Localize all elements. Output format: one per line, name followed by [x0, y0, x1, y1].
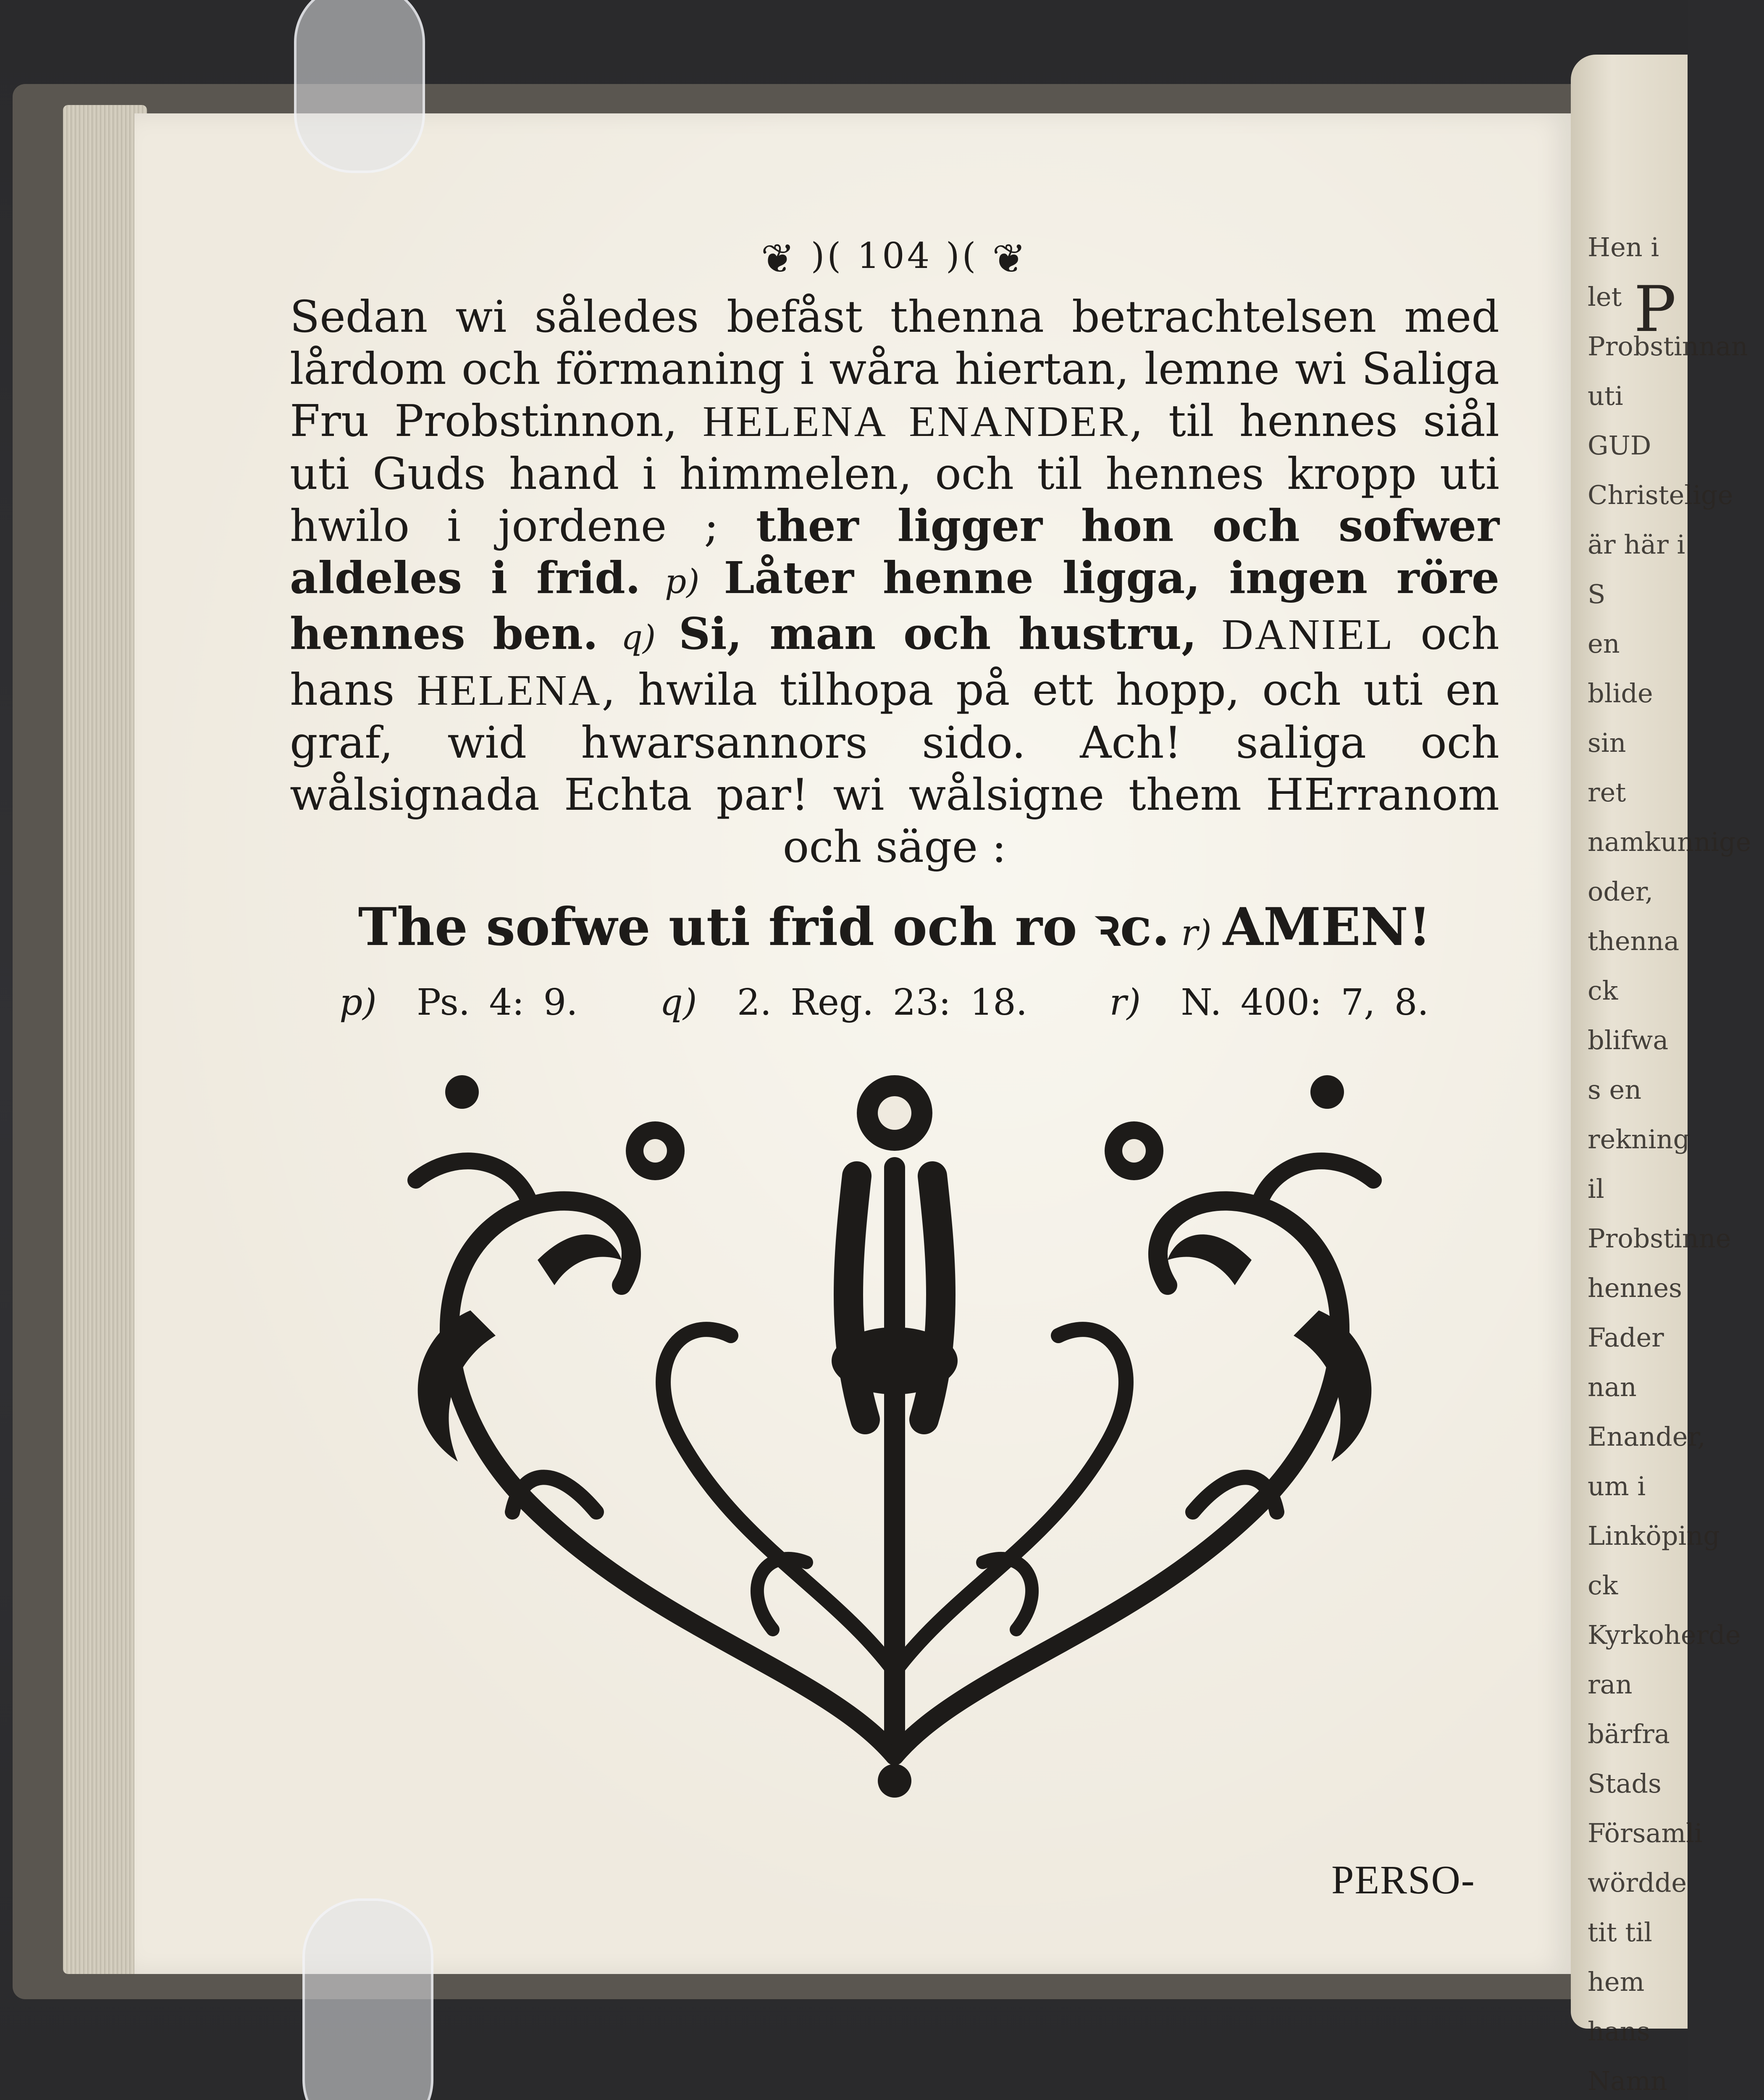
next-page-text: Hen i let Probstinnan uti GUD Christelige är här i S en blide sin ret namkunnige oder, thenna ck blifwa s en rekning il Probstinne hennes Fader nan Enander, um i Linköping ck Kyrkoherde ran bärfra Stads Församli wördde tit til hem hans Namn [1588, 232, 1751, 2096]
note-marker-q: q) [598, 618, 679, 657]
fleuron-right-icon: ❦ [992, 235, 1029, 282]
page-clip-bottom [302, 1898, 433, 2100]
main-paragraph [290, 291, 1499, 873]
name-helena: HELENA [417, 666, 602, 714]
page-text [290, 235, 1499, 1024]
paragraph-text-4: , hwila tilhopa på ett hopp, och uti en graf, wid hwarsannors sido. Ach! saliga och wålsignada Echta par! wi wålsigne them HErranom och säge : [290, 664, 1499, 872]
paragraph-bold-1: ther ligger hon och sofwer aldeles i frid. [290, 500, 1499, 604]
note-marker-r: r) [1170, 912, 1223, 953]
fleuron-left-icon: ❦ [761, 235, 797, 282]
footnote-references [290, 982, 1499, 1024]
closing-line [290, 890, 1499, 961]
catchword: PERSO- [1331, 1857, 1475, 1902]
reference-r: r) N. 400: 7, 8. [1109, 982, 1429, 1024]
name-daniel: DANIEL [1197, 610, 1394, 659]
name-helena-enander: HELENA ENANDER [702, 397, 1130, 446]
closing-amen: AMEN! [1223, 897, 1431, 958]
closing-text: The sofwe uti frid och ro ꝛc. [358, 897, 1170, 958]
reference-q: q) 2. Reg. 23: 18. [659, 982, 1028, 1024]
paragraph-bold-2: Låter henne ligga, ingen röre hennes ben. [290, 552, 1499, 659]
note-marker-p: p) [640, 562, 724, 601]
reference-p: p) Ps. 4: 9. [339, 982, 578, 1024]
paragraph-bold-3: Si, man och hustru, [679, 608, 1197, 659]
page-number: )( 104 )( [811, 235, 979, 276]
page-header [290, 235, 1499, 282]
woodcut-ornament-icon [361, 1042, 1428, 1798]
paragraph-text-1: Sedan wi således befåst thenna betrachtelsen med lårdom och förmaning i wåra hiertan, lemne wi Saliga Fru Probstinnon, [290, 291, 1499, 446]
paragraph-text-2: , til hennes siål uti Guds hand i himmelen, och til hennes kropp uti hwilo i jordene ; [290, 395, 1499, 551]
next-page-heading: P [1634, 273, 1676, 346]
page-clip-top [294, 0, 425, 173]
paragraph-text-3: och hans [290, 608, 1499, 715]
next-page-edge [1571, 55, 1751, 2096]
